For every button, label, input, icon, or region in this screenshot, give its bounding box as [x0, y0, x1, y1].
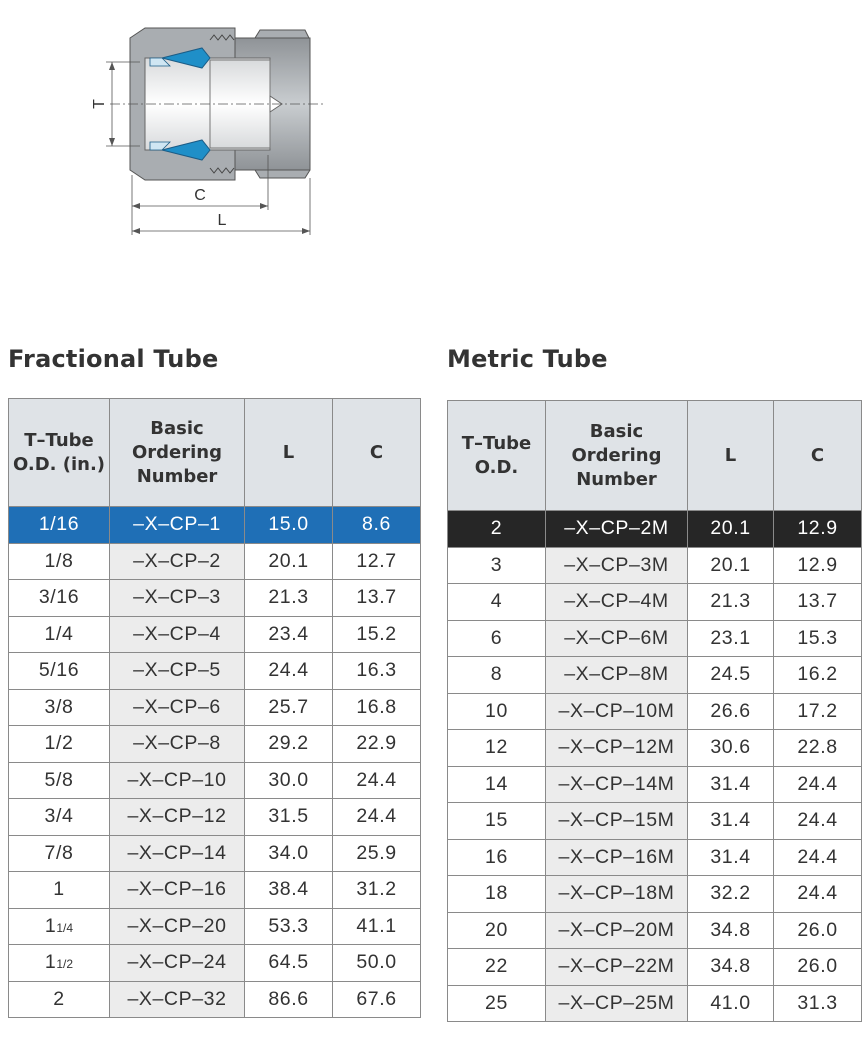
ordering-number-cell: –X–CP–20: [110, 908, 245, 945]
ordering-number-cell: –X–CP–10M: [546, 693, 688, 730]
table-header-row: [9, 399, 421, 507]
tube-od-cell: 1: [9, 872, 110, 909]
table-row: [448, 547, 862, 584]
table-header-row: [448, 401, 862, 511]
ordering-number-cell: –X–CP–22M: [546, 949, 688, 986]
dim-t-label: T: [91, 99, 108, 109]
l-cell: 53.3: [245, 908, 333, 945]
tube-od-cell: 10: [448, 693, 546, 730]
tube-od-fraction: 1/4: [56, 920, 74, 935]
c-cell: 16.2: [774, 657, 862, 694]
c-cell: 13.7: [333, 580, 421, 617]
tube-od-cell: 1/4: [9, 616, 110, 653]
c-cell: 22.9: [333, 726, 421, 763]
dim-l-label: L: [217, 212, 227, 229]
c-cell: 8.6: [333, 507, 421, 544]
table-row: [9, 726, 421, 763]
l-cell: 31.5: [245, 799, 333, 836]
fractional-table-body: [9, 507, 421, 1018]
l-cell: 24.4: [245, 653, 333, 690]
tube-od-cell: 3: [448, 547, 546, 584]
fractional-tube-table: [8, 398, 421, 1018]
c-cell: 67.6: [333, 981, 421, 1018]
ordering-number-cell: –X–CP–16M: [546, 839, 688, 876]
l-cell: 64.5: [245, 945, 333, 982]
l-cell: 31.4: [688, 766, 774, 803]
tube-od-cell: 15: [448, 803, 546, 840]
l-cell: 20.1: [245, 543, 333, 580]
table-row: [448, 693, 862, 730]
c-cell: 50.0: [333, 945, 421, 982]
tube-od-cell: [9, 908, 110, 945]
l-cell: 38.4: [245, 872, 333, 909]
tube-od-cell: 1/2: [9, 726, 110, 763]
l-cell: 23.1: [688, 620, 774, 657]
c-cell: 12.9: [774, 547, 862, 584]
tube-od-cell: 18: [448, 876, 546, 913]
l-cell: 31.4: [688, 839, 774, 876]
fractional-tube-title: Fractional Tube: [8, 345, 219, 373]
tube-od-whole: 1: [44, 914, 57, 937]
header-ordering-number: Basic Ordering Number: [546, 401, 688, 511]
header-c: C: [333, 399, 421, 507]
ordering-number-cell: –X–CP–8M: [546, 657, 688, 694]
ordering-number-cell: –X–CP–32: [110, 981, 245, 1018]
ordering-number-cell: –X–CP–25M: [546, 985, 688, 1022]
metric-tube-title: Metric Tube: [447, 345, 608, 373]
ordering-number-cell: –X–CP–3: [110, 580, 245, 617]
table-row: [448, 912, 862, 949]
c-cell: 26.0: [774, 949, 862, 986]
table-row: [9, 945, 421, 982]
tube-od-cell: [9, 945, 110, 982]
c-cell: 24.4: [774, 766, 862, 803]
table-row: [448, 584, 862, 621]
tube-od-cell: 22: [448, 949, 546, 986]
tube-od-cell: 12: [448, 730, 546, 767]
tube-od-cell: 7/8: [9, 835, 110, 872]
ordering-number-cell: –X–CP–4: [110, 616, 245, 653]
header-tube-od: T–Tube O.D.: [448, 401, 546, 511]
ordering-number-cell: –X–CP–6: [110, 689, 245, 726]
table-row: [9, 872, 421, 909]
l-cell: 86.6: [245, 981, 333, 1018]
l-cell: 41.0: [688, 985, 774, 1022]
tube-od-cell: 5/8: [9, 762, 110, 799]
table-row: [448, 620, 862, 657]
tube-od-cell: 6: [448, 620, 546, 657]
ordering-number-cell: –X–CP–1: [110, 507, 245, 544]
ordering-number-cell: –X–CP–3M: [546, 547, 688, 584]
tube-od-cell: 1/16: [9, 507, 110, 544]
ordering-number-cell: –X–CP–16: [110, 872, 245, 909]
ordering-number-cell: –X–CP–2M: [546, 511, 688, 548]
tube-od-fraction: 1/2: [56, 957, 74, 972]
tube-od-cell: 3/16: [9, 580, 110, 617]
table-row: [9, 507, 421, 544]
ordering-number-cell: –X–CP–24: [110, 945, 245, 982]
ordering-number-cell: –X–CP–18M: [546, 876, 688, 913]
table-row: [9, 835, 421, 872]
tube-od-cell: 25: [448, 985, 546, 1022]
c-cell: 26.0: [774, 912, 862, 949]
ordering-number-cell: –X–CP–10: [110, 762, 245, 799]
tube-od-cell: 8: [448, 657, 546, 694]
l-cell: 24.5: [688, 657, 774, 694]
ordering-number-cell: –X–CP–8: [110, 726, 245, 763]
table-row: [9, 689, 421, 726]
ordering-number-cell: –X–CP–14M: [546, 766, 688, 803]
table-row: [448, 803, 862, 840]
ordering-number-cell: –X–CP–14: [110, 835, 245, 872]
tube-od-cell: 1/8: [9, 543, 110, 580]
header-ordering-number: Basic Ordering Number: [110, 399, 245, 507]
ordering-number-cell: –X–CP–4M: [546, 584, 688, 621]
c-cell: 24.4: [774, 876, 862, 913]
c-cell: 24.4: [774, 839, 862, 876]
table-row: [9, 616, 421, 653]
metric-tube-table: [447, 400, 862, 1022]
table-row: [9, 908, 421, 945]
c-cell: 24.4: [333, 799, 421, 836]
l-cell: 26.6: [688, 693, 774, 730]
tube-od-cell: 14: [448, 766, 546, 803]
l-cell: 34.8: [688, 912, 774, 949]
table-row: [9, 981, 421, 1018]
table-row: [448, 766, 862, 803]
c-cell: 15.3: [774, 620, 862, 657]
tube-od-cell: 4: [448, 584, 546, 621]
l-cell: 34.0: [245, 835, 333, 872]
c-cell: 12.9: [774, 511, 862, 548]
table-row: [9, 653, 421, 690]
table-row: [448, 657, 862, 694]
dim-c-label: C: [194, 187, 206, 204]
c-cell: 41.1: [333, 908, 421, 945]
table-row: [9, 580, 421, 617]
c-cell: 15.2: [333, 616, 421, 653]
ordering-number-cell: –X–CP–5: [110, 653, 245, 690]
cap-fitting-diagram: [70, 10, 330, 245]
table-row: [448, 730, 862, 767]
l-cell: 29.2: [245, 726, 333, 763]
header-l: L: [688, 401, 774, 511]
c-cell: 24.4: [774, 803, 862, 840]
table-row: [448, 949, 862, 986]
c-cell: 31.2: [333, 872, 421, 909]
c-cell: 31.3: [774, 985, 862, 1022]
metric-table-body: [448, 511, 862, 1022]
tube-od-cell: 5/16: [9, 653, 110, 690]
c-cell: 13.7: [774, 584, 862, 621]
l-cell: 25.7: [245, 689, 333, 726]
l-cell: 23.4: [245, 616, 333, 653]
c-cell: 25.9: [333, 835, 421, 872]
tube-od-whole: 1: [44, 951, 57, 974]
l-cell: 32.2: [688, 876, 774, 913]
ordering-number-cell: –X–CP–12M: [546, 730, 688, 767]
ordering-number-cell: –X–CP–12: [110, 799, 245, 836]
table-row: [448, 876, 862, 913]
tube-od-cell: 2: [9, 981, 110, 1018]
tube-od-cell: 20: [448, 912, 546, 949]
c-cell: 12.7: [333, 543, 421, 580]
c-cell: 17.2: [774, 693, 862, 730]
l-cell: 20.1: [688, 547, 774, 584]
c-cell: 16.8: [333, 689, 421, 726]
table-row: [9, 762, 421, 799]
l-cell: 21.3: [245, 580, 333, 617]
ordering-number-cell: –X–CP–15M: [546, 803, 688, 840]
l-cell: 20.1: [688, 511, 774, 548]
ordering-number-cell: –X–CP–2: [110, 543, 245, 580]
tube-od-cell: 16: [448, 839, 546, 876]
l-cell: 30.0: [245, 762, 333, 799]
header-tube-od: T–Tube O.D. (in.): [9, 399, 110, 507]
c-cell: 22.8: [774, 730, 862, 767]
table-row: [9, 799, 421, 836]
table-row: [448, 839, 862, 876]
l-cell: 31.4: [688, 803, 774, 840]
c-cell: 16.3: [333, 653, 421, 690]
table-row: [9, 543, 421, 580]
tube-od-cell: 2: [448, 511, 546, 548]
header-c: C: [774, 401, 862, 511]
table-row: [448, 511, 862, 548]
ordering-number-cell: –X–CP–6M: [546, 620, 688, 657]
l-cell: 34.8: [688, 949, 774, 986]
l-cell: 15.0: [245, 507, 333, 544]
header-l: L: [245, 399, 333, 507]
c-cell: 24.4: [333, 762, 421, 799]
l-cell: 21.3: [688, 584, 774, 621]
tube-od-cell: 3/4: [9, 799, 110, 836]
l-cell: 30.6: [688, 730, 774, 767]
ordering-number-cell: –X–CP–20M: [546, 912, 688, 949]
tube-od-cell: 3/8: [9, 689, 110, 726]
table-row: [448, 985, 862, 1022]
